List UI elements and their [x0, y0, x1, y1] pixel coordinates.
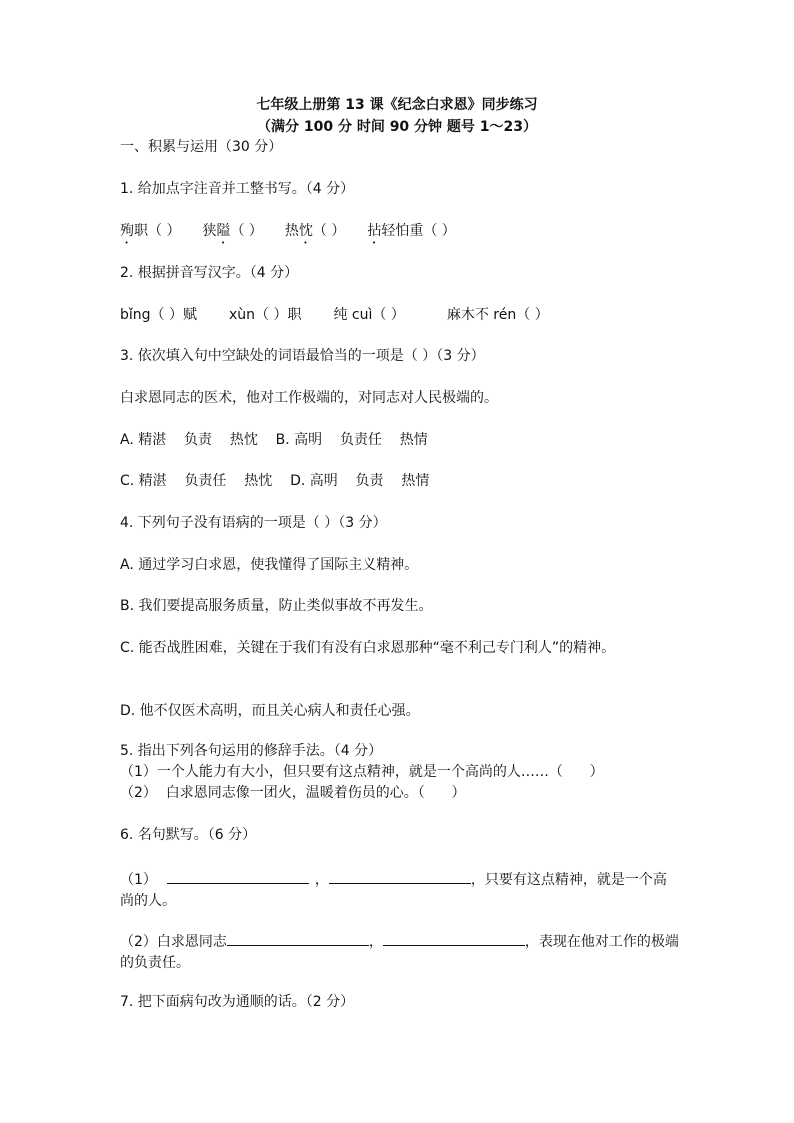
q2-item: 麻木不 rén（ ）	[446, 307, 549, 323]
item-number: （1）	[120, 872, 157, 888]
question-5-stem: 5. 指出下列各句运用的修辞手法。（4 分）	[120, 743, 383, 759]
question-4-option: D. 他不仅医术高明，而且关心病人和责任心强。	[120, 703, 420, 719]
question-1-stem: 1. 给加点字注音并工整书写。（4 分）	[120, 181, 355, 197]
question-2-stem: 2. 根据拼音写汉字。（4 分）	[120, 265, 299, 281]
fill-blank[interactable]	[383, 929, 525, 946]
section-heading: 一、积累与运用（30 分）	[120, 139, 283, 155]
worksheet-title: 七年级上册第 13 课《纪念白求恩》同步练习	[256, 97, 538, 113]
separator: ，	[368, 934, 383, 950]
worksheet-subtitle: （满分 100 分 时间 90 分钟 题号 1～23）	[256, 119, 538, 135]
question-2-items	[120, 305, 680, 326]
question-7-stem: 7. 把下面病句改为通顺的话。（2 分）	[120, 994, 355, 1010]
dotted-char: 忱	[298, 223, 313, 239]
question-4-option: A. 通过学习白求恩，使我懂得了国际主义精神。	[120, 557, 419, 573]
question-3-option: C. 精湛 负责任 热忱 D. 高明 负责 热情	[120, 473, 430, 489]
dotted-char: 隘	[216, 223, 231, 239]
item-text: （2）白求恩同志	[120, 934, 227, 950]
q2-item: 纯 cuì（ ）	[333, 307, 405, 323]
question-6-item-1	[120, 867, 680, 912]
question-4-option: C. 能否战胜困难，关键在于我们有没有白求恩那种“毫不利己专门利人”的精神。	[120, 640, 616, 656]
question-3-option: A. 精湛 负责 热忱 B. 高明 负责任 热情	[120, 432, 428, 448]
q1-item: 拈轻怕重（ ）	[367, 223, 456, 239]
dotted-char: 拈	[367, 223, 382, 239]
item-text: ，表现在他对工作的极端的负责任。	[120, 934, 679, 971]
question-4-option: B. 我们要提高服务质量，防止类似事故不再发生。	[120, 598, 433, 614]
fill-blank[interactable]	[167, 867, 309, 884]
separator: ，	[314, 872, 329, 888]
fill-blank[interactable]	[329, 867, 471, 884]
question-5-item: （1）一个人能力有大小，但只要有这点精神，就是一个高尚的人……（ ）	[120, 764, 604, 780]
dotted-char: 殉	[120, 223, 134, 239]
q1-item: 殉职（ ）	[120, 223, 181, 239]
question-6-item-2	[120, 929, 680, 974]
question-3-sentence: 白求恩同志的医术，他对工作极端的，对同志对人民极端的。	[120, 390, 498, 406]
item-text: ，只要有这点精神，就是一个高尚的人。	[120, 872, 667, 909]
question-6-stem: 6. 名句默写。（6 分）	[120, 827, 257, 843]
q1-item: 狭隘（ ）	[202, 223, 263, 239]
q1-item: 热忱（ ）	[284, 223, 346, 239]
question-1-items	[120, 221, 680, 247]
question-3-stem: 3. 依次填入句中空缺处的词语最恰当的一项是（ ）（3 分）	[120, 348, 485, 364]
q2-item: xùn（ ）职	[229, 307, 302, 323]
question-5-item: （2） 白求恩同志像一团火，温暖着伤员的心。（ ）	[120, 785, 466, 801]
question-4-stem: 4. 下列句子没有语病的一项是（ ）（3 分）	[120, 515, 387, 531]
fill-blank[interactable]	[227, 929, 369, 946]
q2-item: bǐng（ ）赋	[120, 307, 197, 323]
